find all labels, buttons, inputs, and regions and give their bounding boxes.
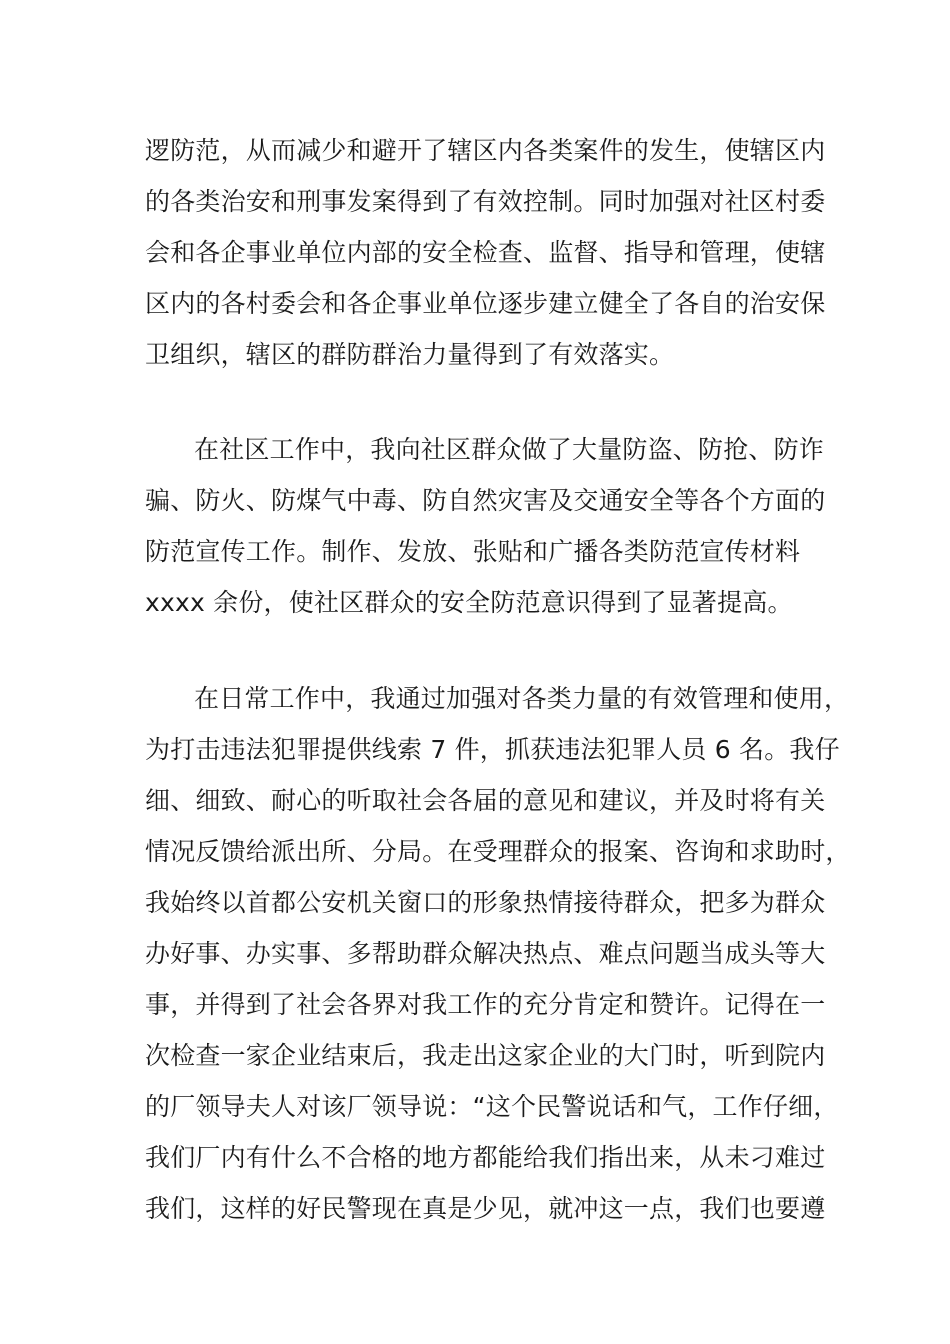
text-line: 办好事、办实事、多帮助群众解决热点、难点问题当成头等大 bbox=[145, 939, 826, 968]
text-line: 逻防范，从而减少和避开了辖区内各类案件的发生，使辖区内 bbox=[145, 136, 826, 165]
text-line: 区内的各村委会和各企事业单位逐步建立健全了各自的治安保 bbox=[145, 289, 826, 318]
text-line: 卫组织，辖区的群防群治力量得到了有效落实。 bbox=[145, 340, 675, 369]
text-line: xxxx 余份，使社区群众的安全防范意识得到了显著提高。 bbox=[145, 588, 793, 617]
text-line: 细、细致、耐心的听取社会各届的意见和建议，并及时将有关 bbox=[145, 786, 826, 815]
text-line: 我们，这样的好民警现在真是少见，就冲这一点，我们也要遵 bbox=[145, 1194, 826, 1223]
text-line: 骗、防火、防煤气中毒、防自然灾害及交通安全等各个方面的 bbox=[145, 486, 826, 515]
text-line: 在日常工作中，我通过加强对各类力量的有效管理和使用， bbox=[194, 684, 850, 713]
text-line: 我始终以首都公安机关窗口的形象热情接待群众，把多为群众 bbox=[145, 888, 826, 917]
text-line: 的各类治安和刑事发案得到了有效控制。同时加强对社区村委 bbox=[145, 187, 826, 216]
text-line: 次检查一家企业结束后，我走出这家企业的大门时，听到院内 bbox=[145, 1041, 826, 1070]
text-line: 会和各企事业单位内部的安全检查、监督、指导和管理，使辖 bbox=[145, 238, 826, 267]
text-line: 为打击违法犯罪提供线索 7 件，抓获违法犯罪人员 6 名。我仔 bbox=[145, 735, 840, 764]
text-line: 我们厂内有什么不合格的地方都能给我们指出来，从未刁难过 bbox=[145, 1143, 826, 1172]
text-line: 的厂领导夫人对该厂领导说：“这个民警说话和气，工作仔细， bbox=[145, 1092, 839, 1121]
text-line: 情况反馈给派出所、分局。在受理群众的报案、咨询和求助时， bbox=[145, 837, 851, 866]
text-line: 在社区工作中，我向社区群众做了大量防盗、防抢、防诈 bbox=[194, 435, 825, 464]
text-line: 事，并得到了社会各界对我工作的充分肯定和赞许。记得在一 bbox=[145, 990, 826, 1019]
text-line: 防范宣传工作。制作、发放、张贴和广播各类防范宣传材料 bbox=[145, 537, 801, 566]
